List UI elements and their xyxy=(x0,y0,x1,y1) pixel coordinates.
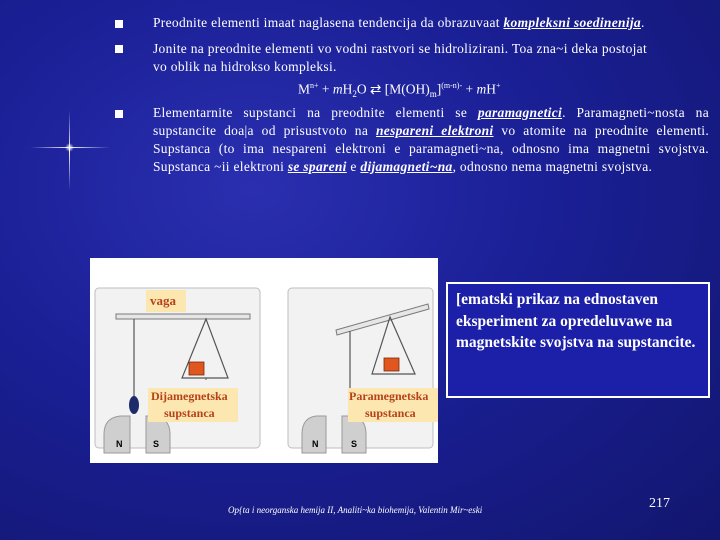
dia-label-line1: Dijamegnetska xyxy=(151,389,228,403)
bullet-text-2 xyxy=(153,40,709,76)
magnet-n-label: N xyxy=(116,439,123,449)
text-segment: e xyxy=(346,159,361,174)
emphasis-text: se spareni xyxy=(287,159,347,174)
bullet-icon xyxy=(115,20,123,28)
equilibrium-arrow-icon: ⇄ xyxy=(370,81,382,97)
text-segment: , odnosno nema magnetni svojstva. xyxy=(452,159,653,174)
text-segment: . xyxy=(640,15,645,30)
eq-part: O xyxy=(356,81,371,97)
footer-text: Op{ta i neorganska hemija II, Analiti~ka biohemija, Valentin Mir~eski xyxy=(228,505,483,515)
eq-part: + xyxy=(318,81,333,97)
magnet-s-label: S xyxy=(153,439,160,449)
text-line: vo oblik na hidrokso kompleksi. xyxy=(153,59,337,74)
text-segment: . Paramagneti~nosta na supstancite doa|a od prisustvoto na xyxy=(153,105,709,138)
emphasis-text: dijamagneti~na xyxy=(360,159,453,174)
para-label-line1: Paramegnetska xyxy=(349,389,429,403)
dia-label-line2: supstanca xyxy=(164,406,215,420)
vaga-label: vaga xyxy=(150,293,176,308)
balance-beam-left xyxy=(116,314,250,319)
eq-part: H xyxy=(486,81,496,97)
emphasis-text: paramagnetici xyxy=(477,105,563,120)
eq-part: + xyxy=(496,81,501,90)
sample-block-right xyxy=(384,358,399,371)
emphasis-text: nespareni elektroni xyxy=(375,123,494,138)
bullet-icon xyxy=(115,45,123,53)
para-label-line2: supstanca xyxy=(365,406,416,420)
text-segment: Elementarnite supstanci na preodnite elementi se xyxy=(153,105,478,120)
eq-part: m xyxy=(429,89,437,100)
eq-part: H xyxy=(342,81,353,97)
sparkle-decoration xyxy=(65,143,74,152)
magnet-n-label: N xyxy=(312,439,319,449)
magnet-s-label: S xyxy=(351,439,358,449)
emphasis-text: kompleksni soedinenija xyxy=(503,15,641,30)
eq-part: [M(OH) xyxy=(381,81,430,97)
hydrolysis-equation xyxy=(298,81,501,99)
eq-part: m xyxy=(476,81,487,97)
caption-text: [ematski prikaz na ednostaven eksperiment za opredeluvawe na magnetskite svojstva na supstancite. xyxy=(456,291,696,351)
eq-part: + xyxy=(462,81,477,97)
eq-part: n+ xyxy=(310,81,319,90)
eq-part: M xyxy=(298,81,311,97)
page-number: 217 xyxy=(649,496,670,511)
bullet-text-3 xyxy=(153,104,709,176)
text-line: Jonite na preodnite elementi vo vodni rastvori se hidrolizirani. Toa zna~i deka postojat xyxy=(153,41,648,56)
sample-bob-left xyxy=(129,396,139,414)
eq-part: (m-n)- xyxy=(441,81,463,90)
sample-block-left xyxy=(189,362,204,375)
magnetic-balance-diagram xyxy=(90,258,438,463)
bullet-text-1 xyxy=(153,14,709,32)
text-segment: Preodnite elementi imaat naglasena tendencija da obrazuvaat xyxy=(153,15,504,30)
diagram-svg xyxy=(90,258,438,463)
eq-part: ] xyxy=(436,81,442,97)
eq-part: m xyxy=(332,81,343,97)
bullet-icon xyxy=(115,110,123,118)
caption-box xyxy=(446,282,710,398)
eq-part: 2 xyxy=(352,89,357,100)
text-segment: vo atomite na preodnite elementi. Supstanca (to ima nespareni elektroni e paramagneti~na, odnosno ima magnetni svojstva. Supstanca ~ii elektroni xyxy=(153,123,709,174)
